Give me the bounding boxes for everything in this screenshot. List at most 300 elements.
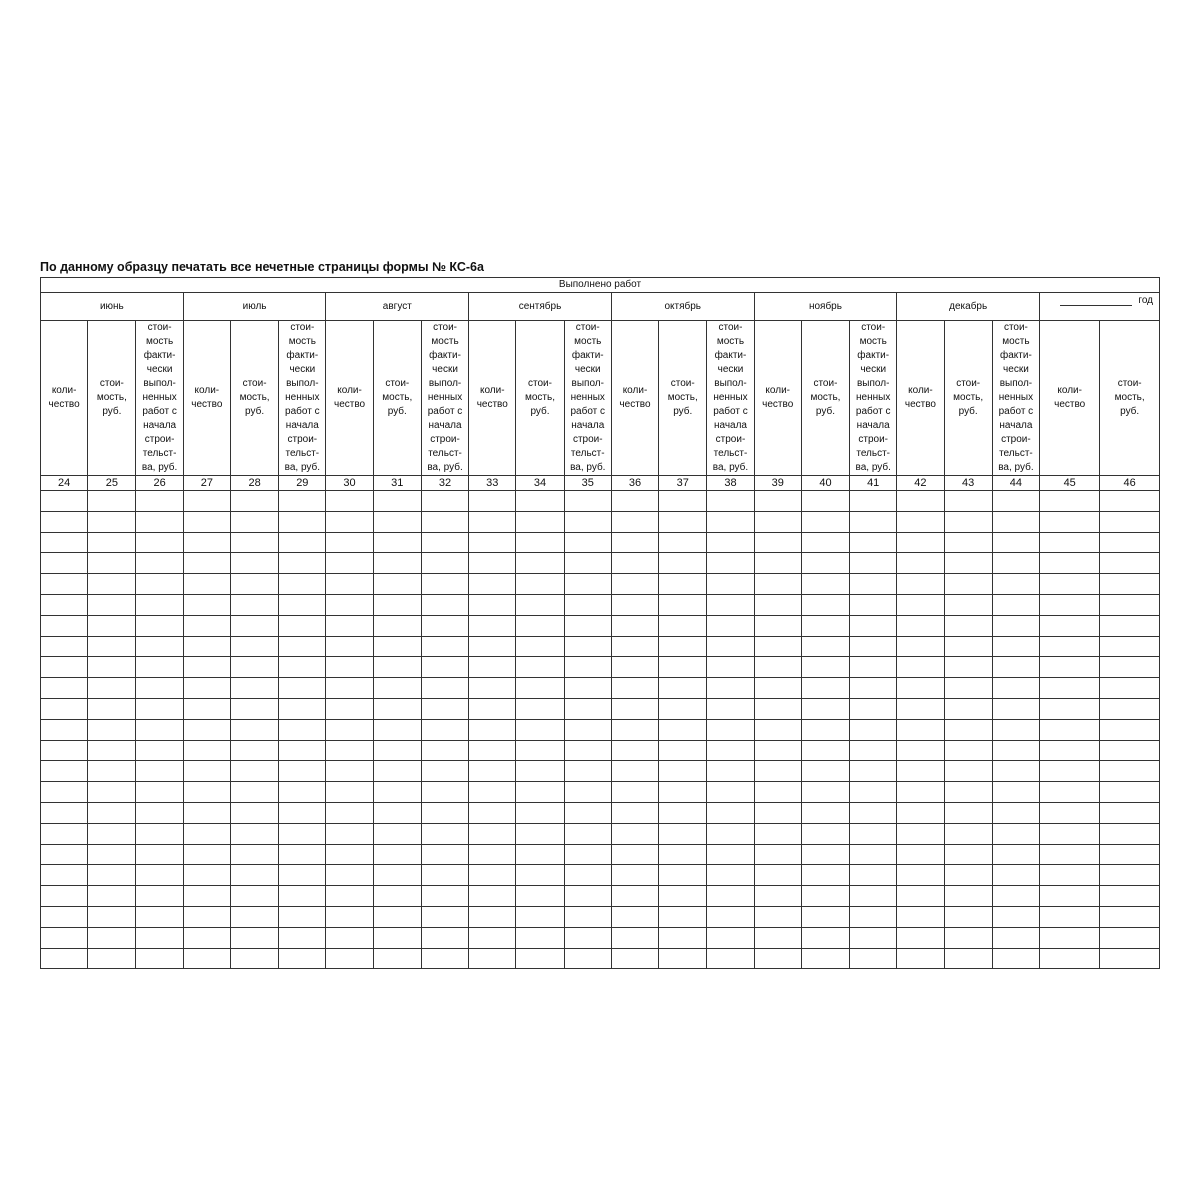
data-cell[interactable] <box>1100 844 1160 865</box>
data-cell[interactable] <box>754 740 801 761</box>
data-cell[interactable] <box>850 594 897 615</box>
data-cell[interactable] <box>564 636 611 657</box>
data-cell[interactable] <box>373 948 421 969</box>
data-cell[interactable] <box>801 948 849 969</box>
data-cell[interactable] <box>41 574 88 595</box>
data-cell[interactable] <box>1040 678 1100 699</box>
data-cell[interactable] <box>897 740 944 761</box>
data-cell[interactable] <box>326 511 373 532</box>
data-cell[interactable] <box>1040 761 1100 782</box>
data-cell[interactable] <box>611 823 658 844</box>
data-cell[interactable] <box>659 615 707 636</box>
data-cell[interactable] <box>850 574 897 595</box>
data-cell[interactable] <box>992 948 1039 969</box>
data-cell[interactable] <box>611 532 658 553</box>
data-cell[interactable] <box>1100 948 1160 969</box>
data-cell[interactable] <box>754 844 801 865</box>
data-cell[interactable] <box>183 698 230 719</box>
data-cell[interactable] <box>659 802 707 823</box>
data-cell[interactable] <box>279 927 326 948</box>
data-cell[interactable] <box>659 553 707 574</box>
data-cell[interactable] <box>421 532 468 553</box>
data-cell[interactable] <box>41 594 88 615</box>
data-cell[interactable] <box>754 594 801 615</box>
data-cell[interactable] <box>564 948 611 969</box>
data-cell[interactable] <box>469 511 516 532</box>
data-cell[interactable] <box>88 574 136 595</box>
data-cell[interactable] <box>1100 532 1160 553</box>
data-cell[interactable] <box>183 532 230 553</box>
data-cell[interactable] <box>611 594 658 615</box>
data-cell[interactable] <box>659 886 707 907</box>
data-cell[interactable] <box>516 927 564 948</box>
data-cell[interactable] <box>279 615 326 636</box>
data-cell[interactable] <box>326 865 373 886</box>
data-cell[interactable] <box>1040 782 1100 803</box>
data-cell[interactable] <box>754 491 801 512</box>
data-cell[interactable] <box>136 927 183 948</box>
data-cell[interactable] <box>801 886 849 907</box>
data-cell[interactable] <box>564 553 611 574</box>
data-cell[interactable] <box>230 844 278 865</box>
data-cell[interactable] <box>516 782 564 803</box>
data-cell[interactable] <box>754 886 801 907</box>
data-cell[interactable] <box>326 657 373 678</box>
data-cell[interactable] <box>850 532 897 553</box>
data-cell[interactable] <box>88 491 136 512</box>
data-cell[interactable] <box>421 886 468 907</box>
data-cell[interactable] <box>326 594 373 615</box>
data-cell[interactable] <box>754 615 801 636</box>
data-cell[interactable] <box>1040 615 1100 636</box>
data-cell[interactable] <box>801 657 849 678</box>
data-cell[interactable] <box>611 906 658 927</box>
data-cell[interactable] <box>373 823 421 844</box>
data-cell[interactable] <box>944 844 992 865</box>
data-cell[interactable] <box>944 678 992 699</box>
data-cell[interactable] <box>183 823 230 844</box>
data-cell[interactable] <box>611 802 658 823</box>
data-cell[interactable] <box>516 802 564 823</box>
data-cell[interactable] <box>230 615 278 636</box>
data-cell[interactable] <box>326 553 373 574</box>
data-cell[interactable] <box>754 927 801 948</box>
data-cell[interactable] <box>564 574 611 595</box>
data-cell[interactable] <box>992 761 1039 782</box>
data-cell[interactable] <box>564 865 611 886</box>
data-cell[interactable] <box>183 927 230 948</box>
data-cell[interactable] <box>230 657 278 678</box>
data-cell[interactable] <box>611 740 658 761</box>
data-cell[interactable] <box>754 948 801 969</box>
data-cell[interactable] <box>279 802 326 823</box>
data-cell[interactable] <box>136 782 183 803</box>
data-cell[interactable] <box>801 865 849 886</box>
data-cell[interactable] <box>944 802 992 823</box>
data-cell[interactable] <box>136 886 183 907</box>
data-cell[interactable] <box>611 678 658 699</box>
data-cell[interactable] <box>707 844 754 865</box>
data-cell[interactable] <box>707 678 754 699</box>
data-cell[interactable] <box>897 511 944 532</box>
data-cell[interactable] <box>136 615 183 636</box>
data-cell[interactable] <box>897 886 944 907</box>
data-cell[interactable] <box>279 678 326 699</box>
data-cell[interactable] <box>564 532 611 553</box>
data-cell[interactable] <box>897 657 944 678</box>
data-cell[interactable] <box>897 491 944 512</box>
data-cell[interactable] <box>992 636 1039 657</box>
data-cell[interactable] <box>421 574 468 595</box>
data-cell[interactable] <box>279 491 326 512</box>
data-cell[interactable] <box>230 761 278 782</box>
data-cell[interactable] <box>754 865 801 886</box>
data-cell[interactable] <box>564 886 611 907</box>
data-cell[interactable] <box>707 553 754 574</box>
data-cell[interactable] <box>944 532 992 553</box>
data-cell[interactable] <box>1040 802 1100 823</box>
data-cell[interactable] <box>326 948 373 969</box>
data-cell[interactable] <box>516 511 564 532</box>
data-cell[interactable] <box>136 844 183 865</box>
data-cell[interactable] <box>707 615 754 636</box>
data-cell[interactable] <box>611 698 658 719</box>
data-cell[interactable] <box>136 594 183 615</box>
data-cell[interactable] <box>516 761 564 782</box>
data-cell[interactable] <box>469 844 516 865</box>
data-cell[interactable] <box>659 594 707 615</box>
data-cell[interactable] <box>754 532 801 553</box>
data-cell[interactable] <box>944 574 992 595</box>
data-cell[interactable] <box>516 636 564 657</box>
data-cell[interactable] <box>516 865 564 886</box>
data-cell[interactable] <box>992 532 1039 553</box>
data-cell[interactable] <box>707 636 754 657</box>
data-cell[interactable] <box>992 886 1039 907</box>
data-cell[interactable] <box>850 823 897 844</box>
data-cell[interactable] <box>41 886 88 907</box>
data-cell[interactable] <box>897 594 944 615</box>
data-cell[interactable] <box>326 927 373 948</box>
data-cell[interactable] <box>707 594 754 615</box>
data-cell[interactable] <box>136 491 183 512</box>
data-cell[interactable] <box>469 678 516 699</box>
data-cell[interactable] <box>944 782 992 803</box>
data-cell[interactable] <box>897 906 944 927</box>
data-cell[interactable] <box>230 553 278 574</box>
data-cell[interactable] <box>1100 636 1160 657</box>
data-cell[interactable] <box>326 761 373 782</box>
data-cell[interactable] <box>897 948 944 969</box>
data-cell[interactable] <box>611 886 658 907</box>
data-cell[interactable] <box>850 844 897 865</box>
data-cell[interactable] <box>88 906 136 927</box>
data-cell[interactable] <box>421 657 468 678</box>
data-cell[interactable] <box>326 782 373 803</box>
data-cell[interactable] <box>373 698 421 719</box>
data-cell[interactable] <box>564 844 611 865</box>
data-cell[interactable] <box>326 719 373 740</box>
data-cell[interactable] <box>469 886 516 907</box>
data-cell[interactable] <box>1100 906 1160 927</box>
data-cell[interactable] <box>1100 823 1160 844</box>
data-cell[interactable] <box>801 615 849 636</box>
data-cell[interactable] <box>611 844 658 865</box>
data-cell[interactable] <box>564 823 611 844</box>
data-cell[interactable] <box>850 657 897 678</box>
data-cell[interactable] <box>421 491 468 512</box>
data-cell[interactable] <box>373 719 421 740</box>
data-cell[interactable] <box>230 782 278 803</box>
data-cell[interactable] <box>564 740 611 761</box>
data-cell[interactable] <box>754 553 801 574</box>
data-cell[interactable] <box>516 906 564 927</box>
data-cell[interactable] <box>850 719 897 740</box>
data-cell[interactable] <box>1100 491 1160 512</box>
data-cell[interactable] <box>1100 865 1160 886</box>
data-cell[interactable] <box>136 865 183 886</box>
data-cell[interactable] <box>516 594 564 615</box>
data-cell[interactable] <box>373 740 421 761</box>
data-cell[interactable] <box>326 823 373 844</box>
data-cell[interactable] <box>373 615 421 636</box>
data-cell[interactable] <box>850 636 897 657</box>
data-cell[interactable] <box>659 927 707 948</box>
data-cell[interactable] <box>88 615 136 636</box>
data-cell[interactable] <box>279 906 326 927</box>
data-cell[interactable] <box>1040 823 1100 844</box>
data-cell[interactable] <box>516 532 564 553</box>
data-cell[interactable] <box>992 574 1039 595</box>
data-cell[interactable] <box>230 594 278 615</box>
data-cell[interactable] <box>136 532 183 553</box>
data-cell[interactable] <box>707 511 754 532</box>
data-cell[interactable] <box>611 927 658 948</box>
data-cell[interactable] <box>469 698 516 719</box>
data-cell[interactable] <box>279 865 326 886</box>
data-cell[interactable] <box>88 636 136 657</box>
data-cell[interactable] <box>88 886 136 907</box>
data-cell[interactable] <box>707 948 754 969</box>
data-cell[interactable] <box>469 906 516 927</box>
data-cell[interactable] <box>421 865 468 886</box>
data-cell[interactable] <box>88 948 136 969</box>
data-cell[interactable] <box>850 886 897 907</box>
data-cell[interactable] <box>279 948 326 969</box>
data-cell[interactable] <box>230 948 278 969</box>
data-cell[interactable] <box>659 657 707 678</box>
data-cell[interactable] <box>421 594 468 615</box>
data-cell[interactable] <box>469 553 516 574</box>
data-cell[interactable] <box>516 698 564 719</box>
data-cell[interactable] <box>279 532 326 553</box>
data-cell[interactable] <box>469 823 516 844</box>
data-cell[interactable] <box>136 636 183 657</box>
data-cell[interactable] <box>611 553 658 574</box>
data-cell[interactable] <box>421 719 468 740</box>
data-cell[interactable] <box>516 574 564 595</box>
data-cell[interactable] <box>516 657 564 678</box>
data-cell[interactable] <box>801 491 849 512</box>
data-cell[interactable] <box>136 698 183 719</box>
data-cell[interactable] <box>564 657 611 678</box>
data-cell[interactable] <box>373 532 421 553</box>
data-cell[interactable] <box>136 948 183 969</box>
data-cell[interactable] <box>992 615 1039 636</box>
data-cell[interactable] <box>801 927 849 948</box>
data-cell[interactable] <box>801 594 849 615</box>
data-cell[interactable] <box>801 636 849 657</box>
data-cell[interactable] <box>659 636 707 657</box>
data-cell[interactable] <box>944 636 992 657</box>
data-cell[interactable] <box>564 678 611 699</box>
data-cell[interactable] <box>183 844 230 865</box>
data-cell[interactable] <box>373 927 421 948</box>
data-cell[interactable] <box>183 636 230 657</box>
data-cell[interactable] <box>992 719 1039 740</box>
data-cell[interactable] <box>1040 719 1100 740</box>
data-cell[interactable] <box>897 574 944 595</box>
data-cell[interactable] <box>373 511 421 532</box>
data-cell[interactable] <box>421 511 468 532</box>
data-cell[interactable] <box>373 865 421 886</box>
data-cell[interactable] <box>41 761 88 782</box>
data-cell[interactable] <box>611 782 658 803</box>
data-cell[interactable] <box>850 615 897 636</box>
data-cell[interactable] <box>421 615 468 636</box>
data-cell[interactable] <box>992 823 1039 844</box>
data-cell[interactable] <box>516 678 564 699</box>
data-cell[interactable] <box>326 698 373 719</box>
data-cell[interactable] <box>183 719 230 740</box>
data-cell[interactable] <box>469 574 516 595</box>
data-cell[interactable] <box>136 823 183 844</box>
data-cell[interactable] <box>373 594 421 615</box>
data-cell[interactable] <box>897 719 944 740</box>
data-cell[interactable] <box>516 740 564 761</box>
data-cell[interactable] <box>659 532 707 553</box>
data-cell[interactable] <box>801 511 849 532</box>
data-cell[interactable] <box>897 802 944 823</box>
data-cell[interactable] <box>707 886 754 907</box>
data-cell[interactable] <box>88 761 136 782</box>
data-cell[interactable] <box>1040 886 1100 907</box>
data-cell[interactable] <box>992 865 1039 886</box>
data-cell[interactable] <box>326 532 373 553</box>
data-cell[interactable] <box>183 574 230 595</box>
data-cell[interactable] <box>707 574 754 595</box>
data-cell[interactable] <box>944 594 992 615</box>
data-cell[interactable] <box>944 761 992 782</box>
data-cell[interactable] <box>1100 553 1160 574</box>
data-cell[interactable] <box>230 678 278 699</box>
data-cell[interactable] <box>754 906 801 927</box>
data-cell[interactable] <box>41 906 88 927</box>
data-cell[interactable] <box>1040 636 1100 657</box>
data-cell[interactable] <box>41 865 88 886</box>
data-cell[interactable] <box>279 594 326 615</box>
data-cell[interactable] <box>992 678 1039 699</box>
data-cell[interactable] <box>469 782 516 803</box>
data-cell[interactable] <box>41 615 88 636</box>
data-cell[interactable] <box>41 532 88 553</box>
data-cell[interactable] <box>801 906 849 927</box>
data-cell[interactable] <box>373 636 421 657</box>
data-cell[interactable] <box>136 802 183 823</box>
data-cell[interactable] <box>88 782 136 803</box>
data-cell[interactable] <box>230 865 278 886</box>
data-cell[interactable] <box>897 844 944 865</box>
data-cell[interactable] <box>230 906 278 927</box>
data-cell[interactable] <box>1040 927 1100 948</box>
data-cell[interactable] <box>564 802 611 823</box>
data-cell[interactable] <box>326 636 373 657</box>
data-cell[interactable] <box>801 678 849 699</box>
data-cell[interactable] <box>41 511 88 532</box>
data-cell[interactable] <box>754 657 801 678</box>
data-cell[interactable] <box>230 511 278 532</box>
data-cell[interactable] <box>279 740 326 761</box>
data-cell[interactable] <box>421 698 468 719</box>
data-cell[interactable] <box>850 553 897 574</box>
data-cell[interactable] <box>659 678 707 699</box>
data-cell[interactable] <box>373 906 421 927</box>
data-cell[interactable] <box>611 491 658 512</box>
data-cell[interactable] <box>516 615 564 636</box>
data-cell[interactable] <box>850 865 897 886</box>
data-cell[interactable] <box>850 511 897 532</box>
data-cell[interactable] <box>754 802 801 823</box>
data-cell[interactable] <box>421 678 468 699</box>
data-cell[interactable] <box>801 740 849 761</box>
data-cell[interactable] <box>88 865 136 886</box>
data-cell[interactable] <box>279 511 326 532</box>
data-cell[interactable] <box>659 844 707 865</box>
data-cell[interactable] <box>897 532 944 553</box>
data-cell[interactable] <box>88 844 136 865</box>
data-cell[interactable] <box>801 802 849 823</box>
data-cell[interactable] <box>183 782 230 803</box>
data-cell[interactable] <box>611 511 658 532</box>
data-cell[interactable] <box>421 740 468 761</box>
data-cell[interactable] <box>564 782 611 803</box>
data-cell[interactable] <box>88 678 136 699</box>
data-cell[interactable] <box>850 740 897 761</box>
data-cell[interactable] <box>850 698 897 719</box>
data-cell[interactable] <box>230 802 278 823</box>
data-cell[interactable] <box>754 782 801 803</box>
data-cell[interactable] <box>564 906 611 927</box>
data-cell[interactable] <box>326 491 373 512</box>
data-cell[interactable] <box>944 698 992 719</box>
data-cell[interactable] <box>850 782 897 803</box>
data-cell[interactable] <box>897 927 944 948</box>
data-cell[interactable] <box>183 906 230 927</box>
data-cell[interactable] <box>754 636 801 657</box>
data-cell[interactable] <box>1040 574 1100 595</box>
data-cell[interactable] <box>1100 927 1160 948</box>
data-cell[interactable] <box>659 782 707 803</box>
data-cell[interactable] <box>707 740 754 761</box>
data-cell[interactable] <box>659 491 707 512</box>
data-cell[interactable] <box>421 761 468 782</box>
data-cell[interactable] <box>373 657 421 678</box>
data-cell[interactable] <box>897 615 944 636</box>
data-cell[interactable] <box>564 511 611 532</box>
data-cell[interactable] <box>992 844 1039 865</box>
data-cell[interactable] <box>659 948 707 969</box>
data-cell[interactable] <box>707 906 754 927</box>
